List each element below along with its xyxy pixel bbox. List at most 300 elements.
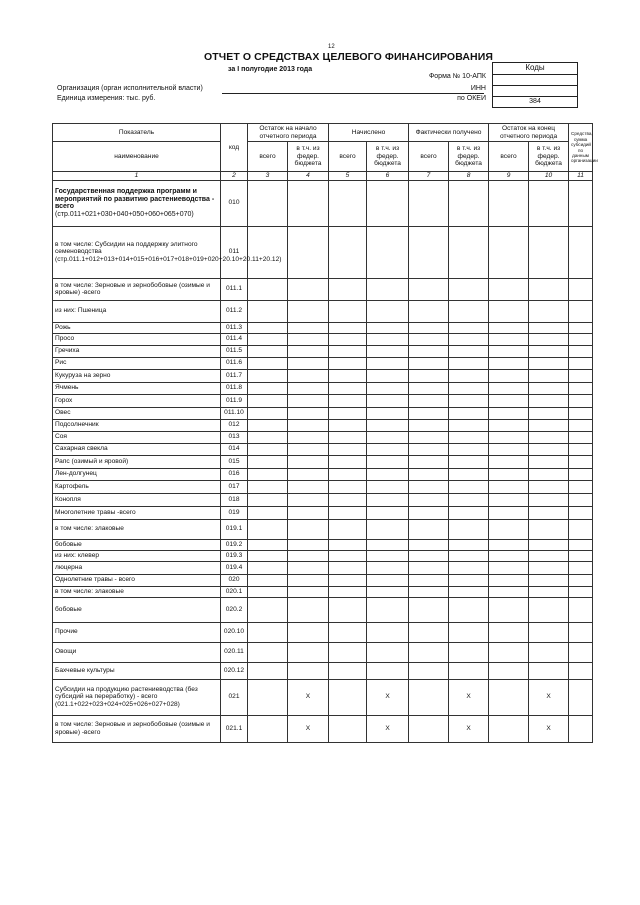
value-cell[interactable] bbox=[329, 345, 367, 357]
value-cell[interactable] bbox=[489, 345, 529, 357]
value-cell[interactable] bbox=[489, 226, 529, 278]
value-cell[interactable] bbox=[529, 180, 569, 226]
value-cell[interactable] bbox=[569, 382, 593, 394]
value-cell[interactable] bbox=[409, 468, 449, 480]
value-cell[interactable] bbox=[288, 382, 329, 394]
value-cell[interactable] bbox=[449, 550, 489, 561]
value-cell[interactable] bbox=[529, 586, 569, 597]
value-cell[interactable] bbox=[449, 468, 489, 480]
value-cell[interactable] bbox=[367, 662, 409, 679]
value-cell[interactable] bbox=[449, 642, 489, 662]
value-cell[interactable] bbox=[329, 419, 367, 431]
table-row bbox=[53, 519, 593, 539]
value-cell[interactable] bbox=[329, 431, 367, 443]
value-cell[interactable] bbox=[529, 443, 569, 455]
value-cell[interactable] bbox=[409, 226, 449, 278]
value-cell[interactable] bbox=[248, 226, 288, 278]
value-cell[interactable] bbox=[569, 550, 593, 561]
value-cell[interactable] bbox=[569, 715, 593, 742]
value-cell[interactable] bbox=[529, 345, 569, 357]
row-formula: (стр.011.1+012+013+014+015+016+017+018+019+020+20.10+20.11+20.12) bbox=[55, 255, 282, 263]
value-cell[interactable] bbox=[449, 662, 489, 679]
value-cell[interactable] bbox=[449, 431, 489, 443]
value-cell[interactable] bbox=[248, 642, 288, 662]
value-cell[interactable] bbox=[329, 180, 367, 226]
value-cell[interactable] bbox=[367, 493, 409, 506]
value-cell[interactable] bbox=[569, 431, 593, 443]
value-cell[interactable] bbox=[248, 480, 288, 493]
value-cell[interactable] bbox=[449, 443, 489, 455]
value-cell[interactable] bbox=[409, 679, 449, 715]
value-cell[interactable] bbox=[248, 382, 288, 394]
value-cell[interactable] bbox=[288, 226, 329, 278]
value-cell[interactable] bbox=[329, 550, 367, 561]
value-cell[interactable] bbox=[409, 519, 449, 539]
value-cell[interactable] bbox=[529, 322, 569, 333]
value-cell[interactable] bbox=[449, 226, 489, 278]
value-cell[interactable] bbox=[529, 300, 569, 322]
row-label: Сахарная свекла bbox=[55, 445, 108, 453]
row-label: Ячмень bbox=[55, 384, 79, 392]
value-cell[interactable] bbox=[329, 382, 367, 394]
value-cell[interactable] bbox=[489, 622, 529, 642]
value-cell[interactable] bbox=[569, 278, 593, 300]
value-cell[interactable] bbox=[367, 431, 409, 443]
value-cell[interactable] bbox=[248, 622, 288, 642]
value-cell[interactable] bbox=[569, 345, 593, 357]
value-cell[interactable] bbox=[248, 493, 288, 506]
value-cell[interactable] bbox=[449, 561, 489, 574]
value-cell[interactable] bbox=[449, 519, 489, 539]
value-cell[interactable] bbox=[529, 333, 569, 345]
value-cell[interactable] bbox=[288, 419, 329, 431]
value-cell[interactable] bbox=[367, 322, 409, 333]
value-cell[interactable] bbox=[529, 642, 569, 662]
value-cell[interactable] bbox=[367, 480, 409, 493]
value-cell[interactable] bbox=[288, 642, 329, 662]
value-cell[interactable] bbox=[489, 506, 529, 519]
value-cell[interactable] bbox=[367, 394, 409, 407]
value-cell[interactable] bbox=[367, 419, 409, 431]
value-cell[interactable] bbox=[248, 180, 288, 226]
value-cell[interactable] bbox=[569, 642, 593, 662]
value-cell[interactable] bbox=[288, 574, 329, 586]
value-cell[interactable] bbox=[529, 468, 569, 480]
value-cell[interactable] bbox=[367, 345, 409, 357]
value-cell[interactable] bbox=[569, 506, 593, 519]
value-cell[interactable] bbox=[569, 226, 593, 278]
value-cell[interactable] bbox=[367, 357, 409, 369]
row-formula: (стр.011+021+030+040+050+060+065+070) bbox=[55, 210, 194, 218]
value-cell[interactable] bbox=[248, 539, 288, 550]
value-cell[interactable] bbox=[449, 506, 489, 519]
value-cell[interactable] bbox=[449, 586, 489, 597]
value-cell[interactable] bbox=[569, 468, 593, 480]
value-cell[interactable] bbox=[329, 506, 367, 519]
value-cell[interactable] bbox=[288, 550, 329, 561]
column-number: 10 bbox=[529, 172, 569, 181]
value-cell[interactable] bbox=[489, 679, 529, 715]
value-cell[interactable] bbox=[409, 357, 449, 369]
value-cell[interactable] bbox=[529, 506, 569, 519]
value-cell[interactable] bbox=[367, 468, 409, 480]
value-cell[interactable] bbox=[329, 322, 367, 333]
value-cell[interactable] bbox=[569, 322, 593, 333]
value-cell[interactable] bbox=[569, 622, 593, 642]
value-cell[interactable] bbox=[329, 443, 367, 455]
value-cell[interactable] bbox=[489, 574, 529, 586]
value-cell[interactable] bbox=[529, 493, 569, 506]
value-cell[interactable] bbox=[569, 419, 593, 431]
value-cell[interactable] bbox=[449, 333, 489, 345]
value-cell[interactable] bbox=[329, 679, 367, 715]
value-cell[interactable] bbox=[489, 662, 529, 679]
value-cell[interactable] bbox=[569, 357, 593, 369]
value-cell[interactable] bbox=[288, 519, 329, 539]
value-cell[interactable] bbox=[248, 419, 288, 431]
value-cell[interactable] bbox=[529, 480, 569, 493]
value-cell[interactable] bbox=[248, 300, 288, 322]
row-name bbox=[53, 443, 221, 455]
value-cell[interactable] bbox=[489, 382, 529, 394]
value-cell[interactable] bbox=[248, 597, 288, 622]
value-cell[interactable] bbox=[329, 357, 367, 369]
value-cell[interactable] bbox=[329, 586, 367, 597]
value-cell[interactable] bbox=[529, 369, 569, 382]
value-cell[interactable] bbox=[288, 322, 329, 333]
row-code: 020.2 bbox=[221, 597, 248, 622]
value-cell[interactable] bbox=[409, 407, 449, 419]
value-cell[interactable] bbox=[329, 539, 367, 550]
value-cell[interactable] bbox=[449, 394, 489, 407]
value-cell[interactable] bbox=[529, 357, 569, 369]
value-cell[interactable] bbox=[329, 300, 367, 322]
value-cell[interactable] bbox=[248, 455, 288, 468]
value-cell[interactable] bbox=[529, 278, 569, 300]
value-cell[interactable] bbox=[489, 369, 529, 382]
value-cell[interactable] bbox=[248, 431, 288, 443]
value-cell[interactable] bbox=[409, 419, 449, 431]
value-cell[interactable] bbox=[288, 455, 329, 468]
value-cell[interactable] bbox=[529, 419, 569, 431]
value-cell[interactable] bbox=[409, 574, 449, 586]
value-cell[interactable] bbox=[409, 455, 449, 468]
value-cell[interactable] bbox=[569, 180, 593, 226]
value-cell[interactable] bbox=[288, 586, 329, 597]
value-cell[interactable] bbox=[449, 574, 489, 586]
value-cell[interactable] bbox=[409, 715, 449, 742]
value-cell[interactable] bbox=[489, 561, 529, 574]
value-cell[interactable] bbox=[409, 322, 449, 333]
value-cell[interactable] bbox=[529, 662, 569, 679]
value-cell[interactable] bbox=[569, 574, 593, 586]
value-cell[interactable] bbox=[329, 369, 367, 382]
value-cell[interactable] bbox=[449, 180, 489, 226]
value-cell[interactable] bbox=[409, 180, 449, 226]
value-cell[interactable] bbox=[367, 369, 409, 382]
value-cell[interactable] bbox=[409, 662, 449, 679]
value-cell[interactable] bbox=[367, 561, 409, 574]
value-cell[interactable] bbox=[489, 642, 529, 662]
value-cell[interactable] bbox=[529, 394, 569, 407]
value-cell[interactable] bbox=[569, 455, 593, 468]
row-name bbox=[53, 642, 221, 662]
value-cell[interactable] bbox=[367, 597, 409, 622]
value-cell[interactable] bbox=[449, 455, 489, 468]
value-cell[interactable] bbox=[367, 180, 409, 226]
value-cell[interactable] bbox=[409, 369, 449, 382]
value-cell[interactable] bbox=[248, 443, 288, 455]
value-cell[interactable] bbox=[329, 519, 367, 539]
value-cell[interactable] bbox=[489, 278, 529, 300]
value-cell[interactable] bbox=[248, 519, 288, 539]
value-cell[interactable] bbox=[248, 574, 288, 586]
value-cell[interactable] bbox=[409, 431, 449, 443]
value-cell[interactable] bbox=[449, 322, 489, 333]
value-cell[interactable] bbox=[329, 455, 367, 468]
column-number: 6 bbox=[367, 172, 409, 181]
value-cell[interactable] bbox=[569, 539, 593, 550]
value-cell[interactable] bbox=[529, 550, 569, 561]
row-code: 020.1 bbox=[221, 586, 248, 597]
value-cell[interactable] bbox=[529, 597, 569, 622]
value-cell[interactable] bbox=[248, 679, 288, 715]
value-cell[interactable] bbox=[248, 506, 288, 519]
value-cell[interactable] bbox=[449, 597, 489, 622]
value-cell[interactable] bbox=[489, 300, 529, 322]
value-cell[interactable] bbox=[489, 333, 529, 345]
value-cell[interactable] bbox=[288, 300, 329, 322]
value-cell[interactable] bbox=[367, 642, 409, 662]
value-cell[interactable] bbox=[409, 493, 449, 506]
value-cell[interactable] bbox=[248, 662, 288, 679]
value-cell[interactable] bbox=[529, 455, 569, 468]
value-cell[interactable] bbox=[569, 333, 593, 345]
value-cell[interactable] bbox=[367, 550, 409, 561]
value-cell[interactable] bbox=[449, 419, 489, 431]
value-cell[interactable] bbox=[449, 407, 489, 419]
value-cell[interactable] bbox=[529, 519, 569, 539]
value-cell[interactable] bbox=[449, 622, 489, 642]
value-cell[interactable] bbox=[449, 300, 489, 322]
value-cell[interactable] bbox=[569, 493, 593, 506]
value-cell[interactable] bbox=[248, 586, 288, 597]
value-cell[interactable] bbox=[409, 550, 449, 561]
value-cell[interactable] bbox=[529, 407, 569, 419]
value-cell[interactable] bbox=[367, 574, 409, 586]
value-cell[interactable] bbox=[288, 468, 329, 480]
value-cell[interactable] bbox=[409, 394, 449, 407]
value-cell[interactable] bbox=[288, 345, 329, 357]
value-cell[interactable] bbox=[288, 506, 329, 519]
value-cell[interactable] bbox=[489, 180, 529, 226]
value-cell[interactable] bbox=[569, 394, 593, 407]
value-cell[interactable] bbox=[409, 443, 449, 455]
value-cell[interactable] bbox=[288, 561, 329, 574]
value-cell[interactable] bbox=[409, 597, 449, 622]
value-cell[interactable] bbox=[288, 278, 329, 300]
value-cell[interactable] bbox=[248, 394, 288, 407]
value-cell[interactable] bbox=[449, 357, 489, 369]
value-cell[interactable] bbox=[409, 642, 449, 662]
value-cell[interactable] bbox=[489, 394, 529, 407]
value-cell[interactable] bbox=[409, 345, 449, 357]
row-label: Картофель bbox=[55, 482, 89, 490]
value-cell[interactable] bbox=[367, 333, 409, 345]
value-cell[interactable] bbox=[569, 519, 593, 539]
value-cell[interactable] bbox=[367, 622, 409, 642]
value-cell[interactable] bbox=[288, 597, 329, 622]
value-cell[interactable] bbox=[248, 345, 288, 357]
value-cell[interactable] bbox=[409, 382, 449, 394]
value-cell[interactable] bbox=[288, 493, 329, 506]
value-cell[interactable] bbox=[329, 574, 367, 586]
value-cell[interactable] bbox=[409, 278, 449, 300]
value-cell[interactable] bbox=[489, 493, 529, 506]
value-cell[interactable] bbox=[329, 642, 367, 662]
value-cell[interactable] bbox=[248, 357, 288, 369]
value-cell[interactable] bbox=[367, 539, 409, 550]
value-cell[interactable] bbox=[569, 561, 593, 574]
value-cell[interactable] bbox=[489, 322, 529, 333]
value-cell[interactable] bbox=[409, 300, 449, 322]
value-cell[interactable] bbox=[569, 407, 593, 419]
value-cell[interactable] bbox=[449, 278, 489, 300]
value-cell[interactable] bbox=[329, 715, 367, 742]
value-cell[interactable] bbox=[489, 407, 529, 419]
value-cell[interactable] bbox=[329, 394, 367, 407]
row-code: 011.3 bbox=[221, 322, 248, 333]
value-cell[interactable] bbox=[329, 278, 367, 300]
value-cell[interactable] bbox=[329, 468, 367, 480]
value-cell[interactable] bbox=[569, 369, 593, 382]
form-number: Форма № 10-АПК bbox=[428, 73, 486, 80]
value-cell[interactable] bbox=[288, 431, 329, 443]
value-cell[interactable] bbox=[248, 715, 288, 742]
value-cell[interactable] bbox=[569, 662, 593, 679]
code-okei: 384 bbox=[493, 96, 577, 107]
value-cell[interactable] bbox=[288, 443, 329, 455]
value-cell[interactable] bbox=[367, 506, 409, 519]
value-cell[interactable] bbox=[248, 550, 288, 561]
value-cell[interactable] bbox=[449, 382, 489, 394]
value-cell[interactable] bbox=[288, 333, 329, 345]
value-cell[interactable] bbox=[288, 407, 329, 419]
value-cell[interactable] bbox=[489, 443, 529, 455]
value-cell[interactable] bbox=[288, 394, 329, 407]
value-cell[interactable] bbox=[489, 431, 529, 443]
value-cell[interactable] bbox=[489, 419, 529, 431]
value-cell[interactable] bbox=[329, 597, 367, 622]
row-code: 020 bbox=[221, 574, 248, 586]
value-cell[interactable] bbox=[329, 333, 367, 345]
value-cell[interactable] bbox=[409, 506, 449, 519]
value-cell[interactable] bbox=[489, 468, 529, 480]
value-cell[interactable] bbox=[529, 622, 569, 642]
value-cell[interactable] bbox=[409, 586, 449, 597]
row-code: 013 bbox=[221, 431, 248, 443]
value-cell[interactable] bbox=[569, 300, 593, 322]
value-cell[interactable] bbox=[529, 382, 569, 394]
value-cell[interactable] bbox=[449, 493, 489, 506]
value-cell[interactable] bbox=[489, 586, 529, 597]
value-cell[interactable] bbox=[248, 561, 288, 574]
value-cell[interactable] bbox=[367, 586, 409, 597]
value-cell[interactable] bbox=[248, 407, 288, 419]
value-cell[interactable] bbox=[367, 519, 409, 539]
value-cell[interactable] bbox=[367, 455, 409, 468]
value-cell[interactable] bbox=[248, 278, 288, 300]
value-cell[interactable] bbox=[367, 443, 409, 455]
value-cell[interactable] bbox=[288, 369, 329, 382]
value-cell[interactable] bbox=[329, 226, 367, 278]
value-cell[interactable] bbox=[288, 662, 329, 679]
value-cell[interactable] bbox=[529, 561, 569, 574]
value-cell[interactable] bbox=[367, 278, 409, 300]
value-cell[interactable] bbox=[569, 597, 593, 622]
value-cell[interactable] bbox=[288, 480, 329, 493]
value-cell[interactable] bbox=[329, 480, 367, 493]
value-cell[interactable] bbox=[529, 226, 569, 278]
value-cell[interactable] bbox=[409, 480, 449, 493]
value-cell[interactable] bbox=[367, 382, 409, 394]
value-cell[interactable] bbox=[489, 357, 529, 369]
value-cell[interactable] bbox=[529, 539, 569, 550]
value-cell[interactable] bbox=[569, 480, 593, 493]
value-cell[interactable] bbox=[288, 357, 329, 369]
value-cell[interactable] bbox=[449, 539, 489, 550]
value-cell[interactable] bbox=[367, 300, 409, 322]
value-cell[interactable] bbox=[489, 715, 529, 742]
value-cell[interactable] bbox=[329, 622, 367, 642]
value-cell[interactable] bbox=[449, 345, 489, 357]
value-cell[interactable] bbox=[329, 493, 367, 506]
value-cell[interactable] bbox=[489, 539, 529, 550]
value-cell[interactable] bbox=[248, 333, 288, 345]
value-cell[interactable] bbox=[409, 333, 449, 345]
value-cell[interactable] bbox=[367, 407, 409, 419]
value-cell[interactable] bbox=[489, 550, 529, 561]
value-cell[interactable] bbox=[367, 226, 409, 278]
value-cell[interactable] bbox=[569, 443, 593, 455]
value-cell[interactable] bbox=[489, 519, 529, 539]
value-cell[interactable] bbox=[489, 480, 529, 493]
value-cell[interactable] bbox=[288, 622, 329, 642]
value-cell[interactable] bbox=[489, 455, 529, 468]
value-cell[interactable] bbox=[409, 561, 449, 574]
value-cell[interactable] bbox=[288, 180, 329, 226]
value-cell[interactable] bbox=[248, 468, 288, 480]
value-cell[interactable] bbox=[529, 431, 569, 443]
value-cell[interactable] bbox=[409, 539, 449, 550]
value-cell[interactable] bbox=[569, 679, 593, 715]
value-cell[interactable] bbox=[248, 322, 288, 333]
value-cell[interactable] bbox=[449, 369, 489, 382]
value-cell[interactable] bbox=[529, 574, 569, 586]
value-cell[interactable] bbox=[449, 480, 489, 493]
value-cell[interactable] bbox=[489, 597, 529, 622]
value-cell[interactable] bbox=[409, 622, 449, 642]
value-cell[interactable] bbox=[288, 539, 329, 550]
value-cell[interactable] bbox=[569, 586, 593, 597]
value-cell[interactable] bbox=[248, 369, 288, 382]
value-cell[interactable] bbox=[329, 561, 367, 574]
value-cell[interactable] bbox=[329, 662, 367, 679]
table-row bbox=[53, 407, 593, 419]
row-code: 020.11 bbox=[221, 642, 248, 662]
code-form bbox=[493, 74, 577, 85]
value-cell[interactable] bbox=[329, 407, 367, 419]
